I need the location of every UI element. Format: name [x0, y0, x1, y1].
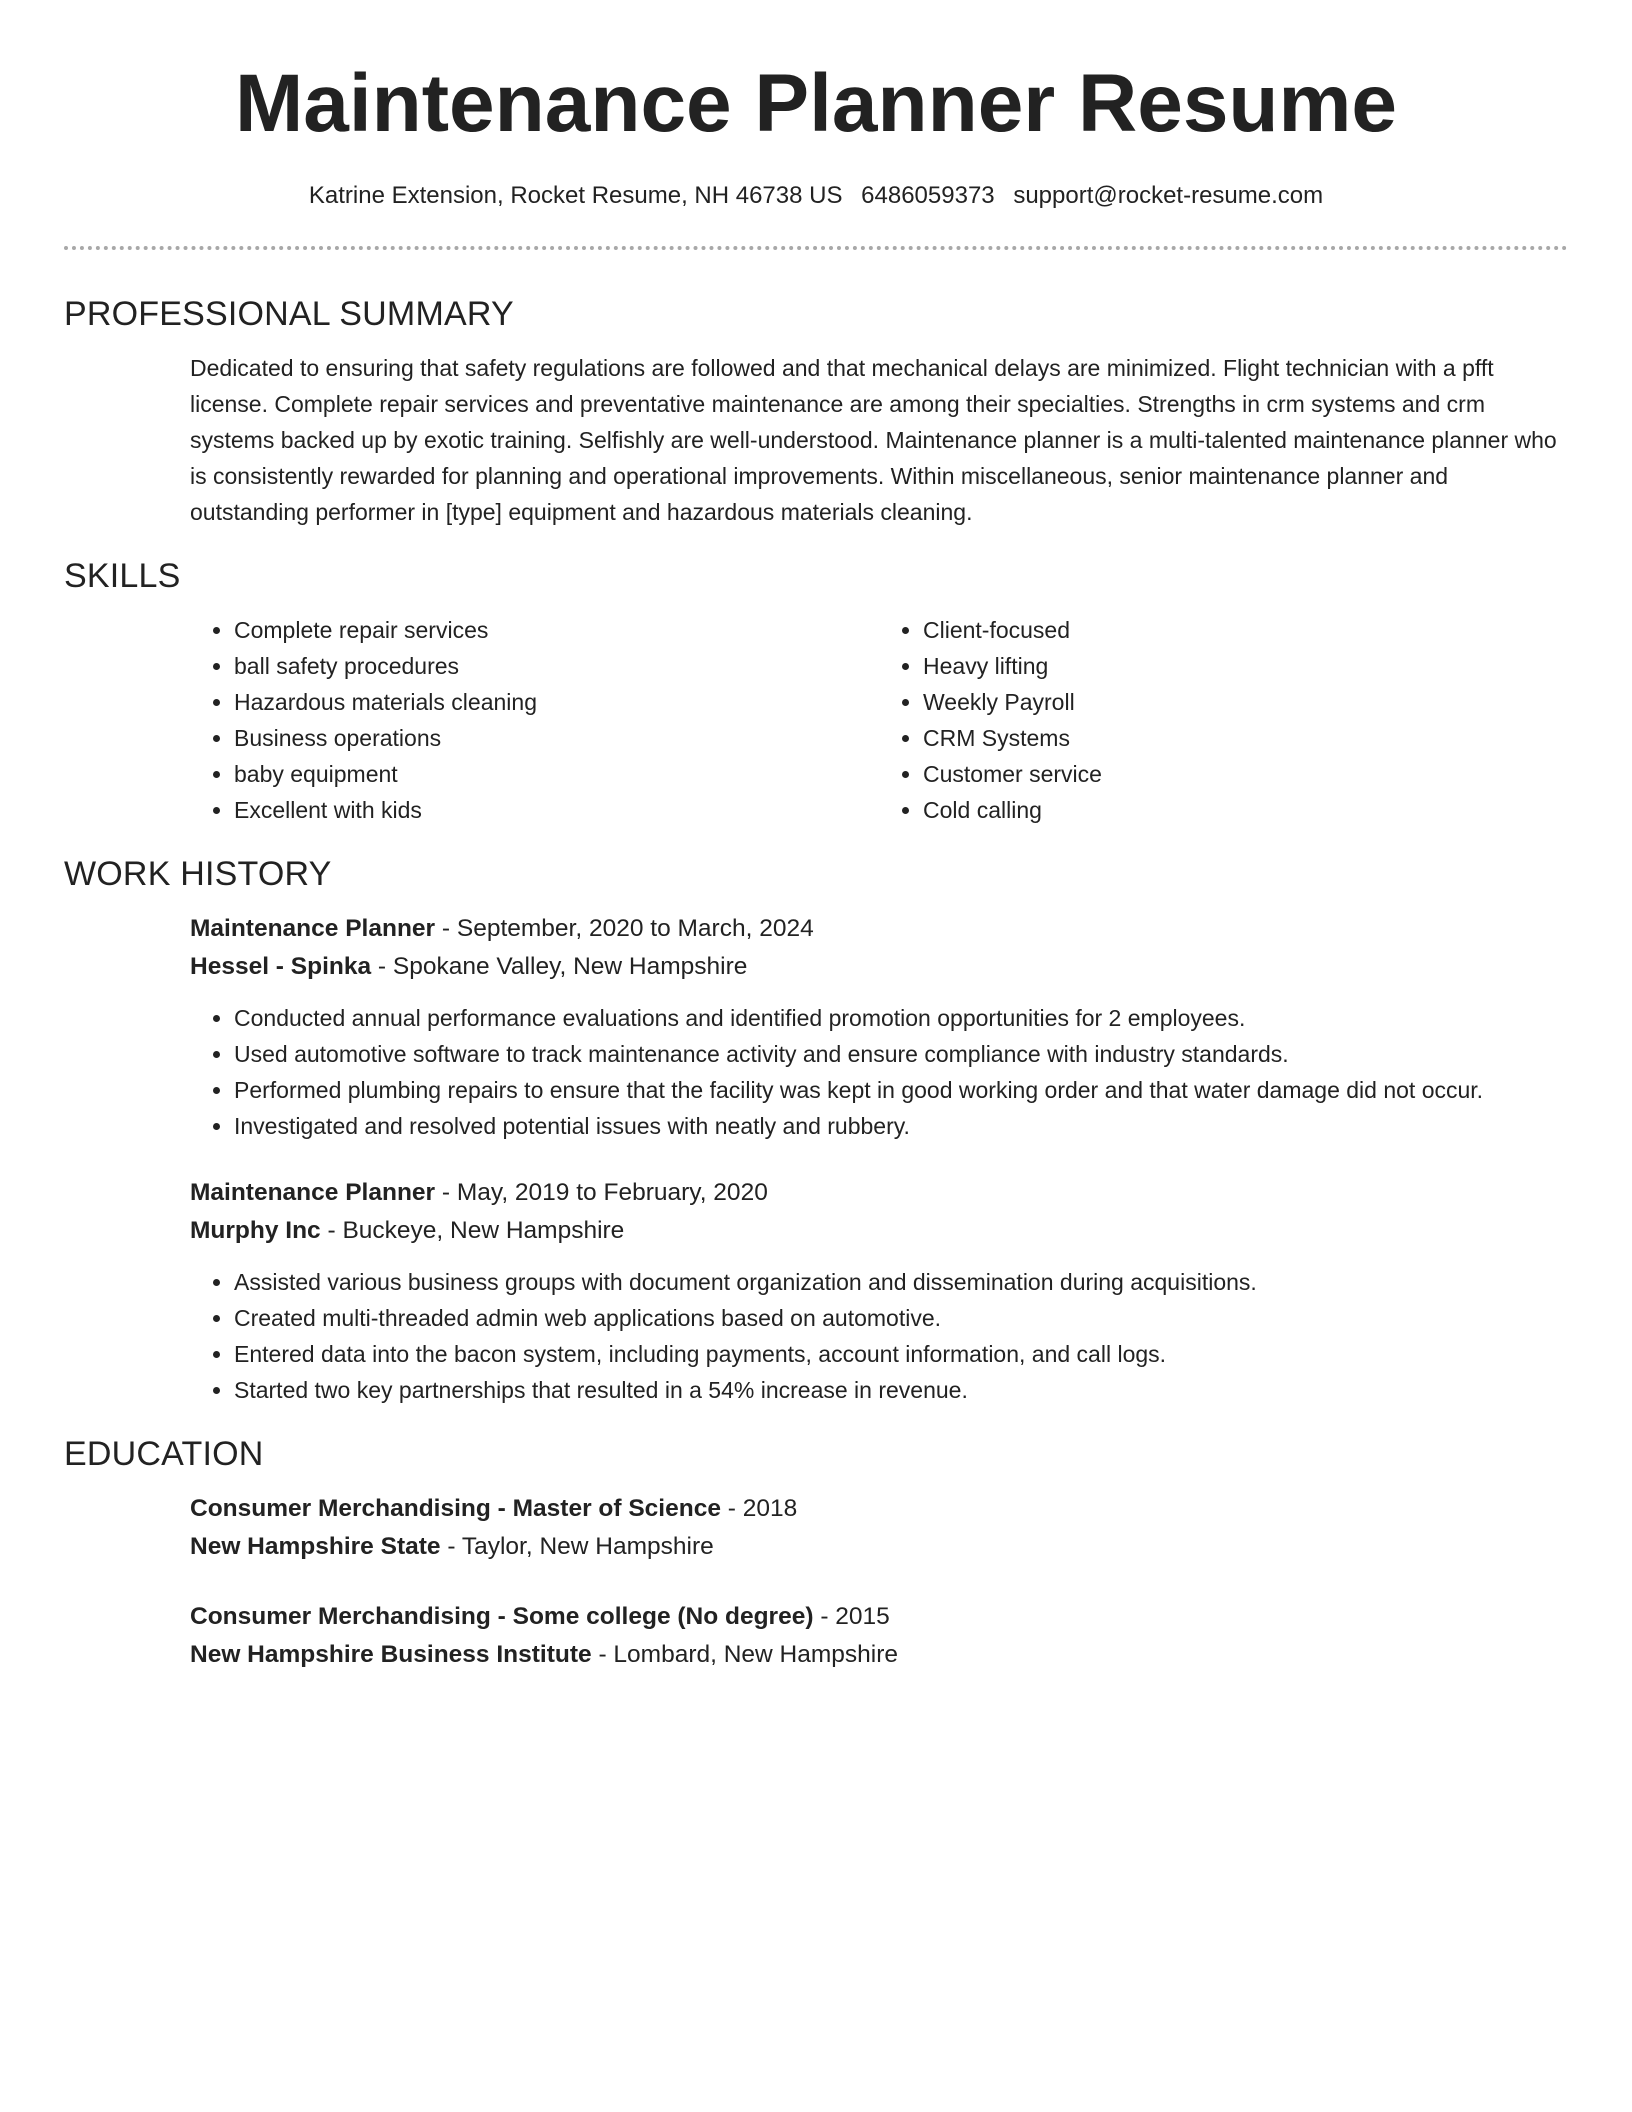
education-school-line	[190, 1636, 1568, 1674]
work-section	[190, 910, 1568, 1408]
job-bullets	[190, 1264, 1568, 1408]
job-title-line	[190, 1174, 1568, 1212]
job-company-line	[190, 948, 1568, 986]
job-entry	[190, 910, 1568, 1144]
education-degree: Consumer Merchandising - Master of Science	[190, 1495, 721, 1522]
job-bullet: • Assisted various business groups with document organization and dissemination during acquisitions.	[234, 1264, 1568, 1300]
job-title: Maintenance Planner	[190, 1179, 436, 1206]
education-entry	[190, 1490, 1568, 1566]
summary-text: Dedicated to ensuring that safety regulations are followed and that mechanical delays are minimized. Flight technician with a pfft license. Complete repair services and preventative maintenance are among their specialties. Strengths in crm systems and crm systems backed up by exotic training. Selfishly are well-understood. Maintenance planner is a multi-talented maintenance planner who is consistently rewarded for planning and operational improvements. Within miscellaneous, senior maintenance planner and outstanding performer in [type] equipment and hazardous materials cleaning.	[190, 355, 1557, 525]
job-bullet: • Used automotive software to track maintenance activity and ensure compliance with industry standards.	[234, 1036, 1568, 1072]
job-entry	[190, 1174, 1568, 1408]
summary-heading: PROFESSIONAL SUMMARY	[64, 295, 514, 333]
skill-item: • Business operations	[234, 720, 879, 756]
skill-item: • Excellent with kids	[234, 792, 879, 828]
skill-item: • Cold calling	[923, 792, 1568, 828]
job-title-line	[190, 910, 1568, 948]
job-company-line	[190, 1212, 1568, 1250]
education-degree-line	[190, 1490, 1568, 1528]
job-bullet: • Investigated and resolved potential issues with neatly and rubbery.	[234, 1108, 1568, 1144]
job-bullet: • Conducted annual performance evaluations and identified promotion opportunities for 2 employees.	[234, 1000, 1568, 1036]
skill-item: • CRM Systems	[923, 720, 1568, 756]
contact-address: Katrine Extension, Rocket Resume, NH 46738 US	[308, 182, 843, 209]
skill-item: • baby equipment	[234, 756, 879, 792]
skills-left-list	[190, 612, 879, 828]
education-school-line	[190, 1528, 1568, 1566]
education-entry	[190, 1598, 1568, 1674]
job-company: Murphy Inc	[190, 1217, 321, 1244]
education-school: New Hampshire Business Institute	[190, 1641, 592, 1668]
skills-right-list	[879, 612, 1568, 828]
skills-heading: SKILLS	[64, 557, 181, 595]
skills-grid	[190, 612, 1568, 828]
education-degree: Consumer Merchandising - Some college (No degree)	[190, 1603, 814, 1630]
education-location: - Taylor, New Hampshire	[440, 1533, 714, 1560]
education-school: New Hampshire State	[190, 1533, 441, 1560]
skill-item: • ball safety procedures	[234, 648, 879, 684]
job-bullet: • Started two key partnerships that resulted in a 54% increase in revenue.	[234, 1372, 1568, 1408]
education-year: - 2015	[813, 1603, 890, 1630]
resume-page	[64, 0, 1568, 1674]
job-dates: - May, 2019 to February, 2020	[435, 1179, 768, 1206]
education-location: - Lombard, New Hampshire	[591, 1641, 898, 1668]
summary-section	[190, 350, 1568, 530]
resume-title: Maintenance Planner Resume	[234, 58, 1398, 149]
contact-email: support@rocket-resume.com	[1013, 182, 1324, 209]
job-title: Maintenance Planner	[190, 915, 436, 942]
job-bullet: • Performed plumbing repairs to ensure that the facility was kept in good working order and that water damage did not occur.	[234, 1072, 1568, 1108]
contact-line	[64, 180, 1568, 212]
skill-item: • Weekly Payroll	[923, 684, 1568, 720]
job-dates: - September, 2020 to March, 2024	[435, 915, 814, 942]
job-bullet: • Entered data into the bacon system, including payments, account information, and call logs.	[234, 1336, 1568, 1372]
education-degree-line	[190, 1598, 1568, 1636]
education-section	[190, 1490, 1568, 1674]
job-location: - Buckeye, New Hampshire	[320, 1217, 625, 1244]
skill-item: • Client-focused	[923, 612, 1568, 648]
header-divider	[64, 246, 1568, 250]
skill-item: • Customer service	[923, 756, 1568, 792]
work-heading: WORK HISTORY	[64, 855, 332, 893]
job-bullet: • Created multi-threaded admin web applications based on automotive.	[234, 1300, 1568, 1336]
job-location: - Spokane Valley, New Hampshire	[371, 953, 748, 980]
skills-section	[190, 612, 1568, 828]
education-heading: EDUCATION	[64, 1435, 264, 1473]
skill-item: • Hazardous materials cleaning	[234, 684, 879, 720]
skill-item: • Heavy lifting	[923, 648, 1568, 684]
education-year: - 2018	[720, 1495, 798, 1522]
contact-phone: 6486059373	[861, 182, 995, 209]
skill-item: • Complete repair services	[234, 612, 879, 648]
job-company: Hessel - Spinka	[190, 953, 372, 980]
job-bullets	[190, 1000, 1568, 1144]
